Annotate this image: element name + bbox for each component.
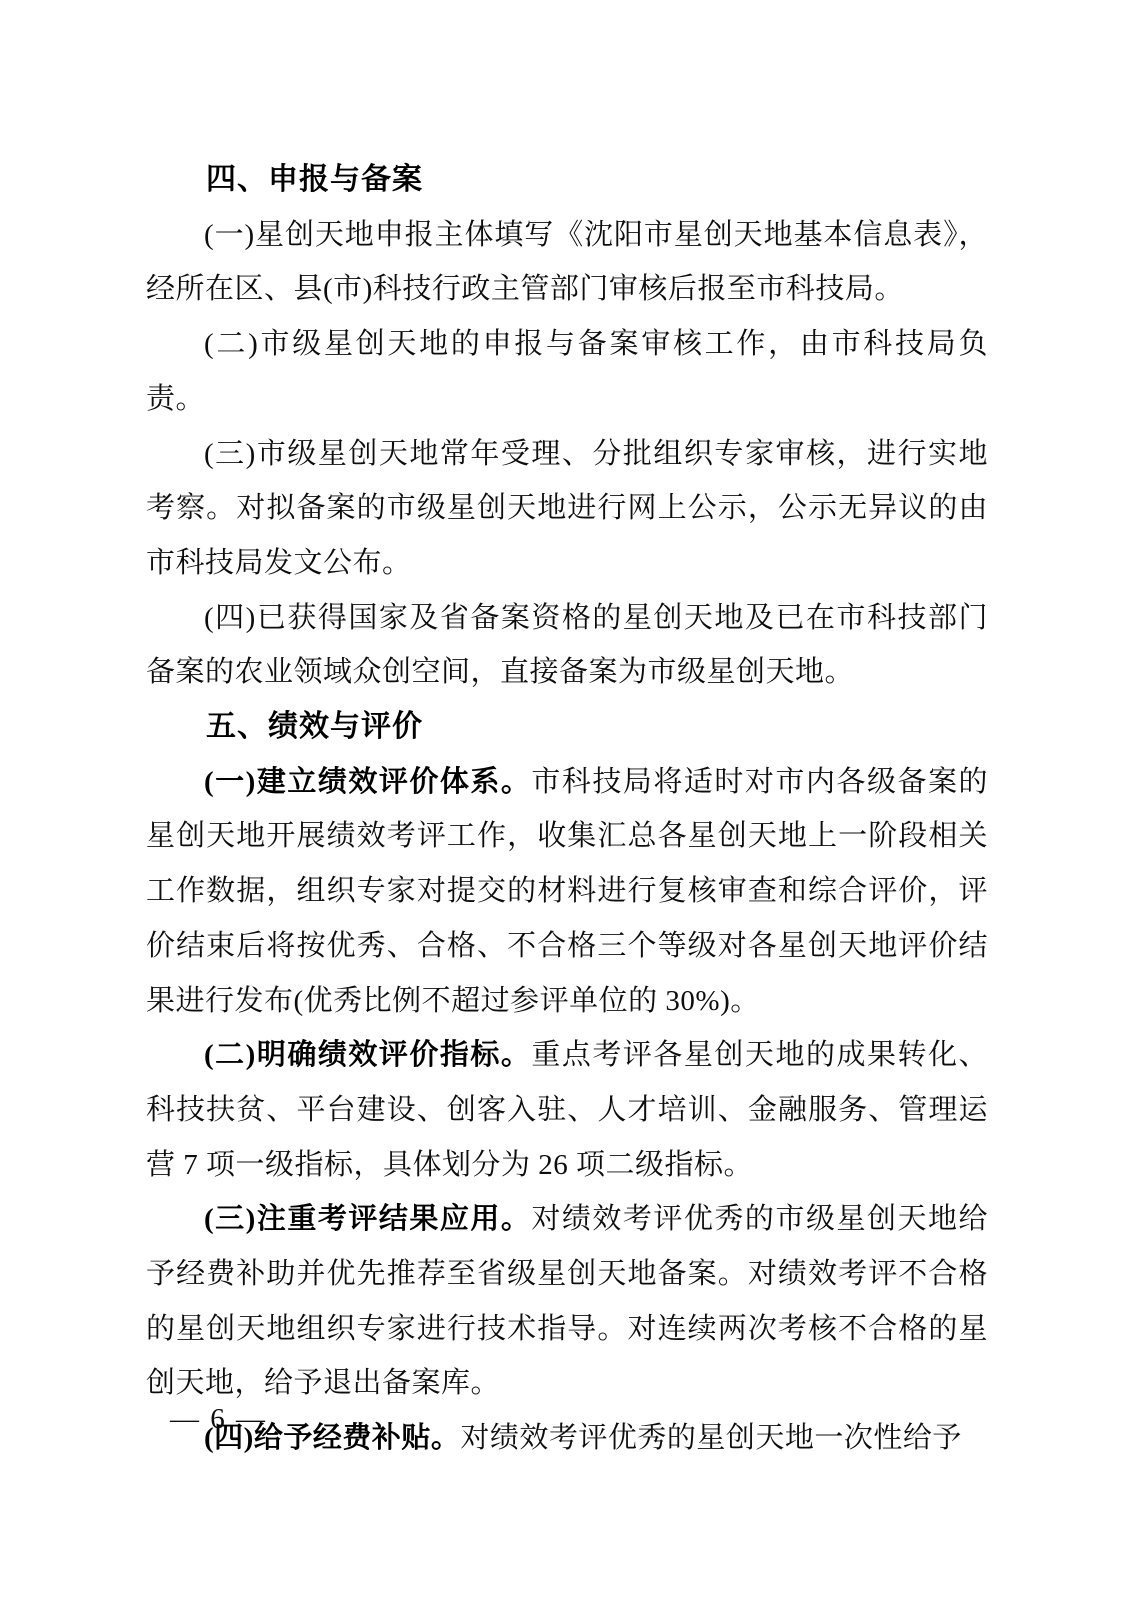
page-footer xyxy=(170,1403,267,1436)
paragraph xyxy=(146,317,988,426)
paragraph-text: 对绩效考评优秀的星创天地一次性给予 xyxy=(460,1422,962,1455)
paragraph-lead: (三)注重考评结果应用。 xyxy=(204,1203,532,1236)
paragraph-text: 重点考评各星创天地的成果转化、科技扶贫、平台建设、创客入驻、人才培训、金融服务、管理运营 7 项一级指标，具体划分为 26 项二级指标。 xyxy=(146,1039,988,1181)
paragraph xyxy=(146,1028,988,1192)
paragraph-text: (一)星创天地申报主体填写《沈阳市星创天地基本信息表》，经所在区、县(市)科技行政主管部门审核后报至市科技局。 xyxy=(146,218,988,306)
paragraph-text: 对绩效考评优秀的市级星创天地给予经费补助并优先推荐至省级星创天地备案。对绩效考评不合格的星创天地组织专家进行技术指导。对连续两次考核不合格的星创天地，给予退出备案库。 xyxy=(146,1203,988,1400)
paragraph xyxy=(146,427,988,591)
section-heading-application-filing: 四、申报与备案 xyxy=(206,163,423,196)
paragraph-text: 市科技局将适时对市内各级备案的星创天地开展绩效考评工作，收集汇总各星创天地上一阶段相关工作数据，组织专家对提交的材料进行复核审查和综合评价，评价结束后将按优秀、合格、不合格三个等级对各星创天地评价结果进行发布(优秀比例不超过参评单位的 30%)。 xyxy=(146,765,988,1017)
paragraph-lead: (一)建立绩效评价体系。 xyxy=(204,765,532,798)
paragraph xyxy=(146,208,988,317)
paragraph xyxy=(146,755,988,1029)
section-heading-performance-evaluation: 五、绩效与评价 xyxy=(206,710,423,744)
paragraph-lead: (四)给予经费补贴。 xyxy=(204,1422,461,1455)
paragraph-text: (二)市级星创天地的申报与备案审核工作，由市科技局负责。 xyxy=(146,328,988,415)
paragraph xyxy=(146,591,988,700)
paragraph-lead: (二)明确绩效评价指标。 xyxy=(204,1039,532,1072)
document-body xyxy=(146,153,988,1466)
paragraph-text: (四)已获得国家及省备案资格的星创天地及已在市科技部门备案的农业领域众创空间，直接备案为市级星创天地。 xyxy=(146,601,988,689)
page-number: — 6 — xyxy=(170,1403,267,1435)
paragraph xyxy=(146,1192,988,1411)
paragraph-text: (三)市级星创天地常年受理、分批组织专家审核，进行实地考察。对拟备案的市级星创天地进行网上公示，公示无异议的由市科技局发文公布。 xyxy=(146,437,988,579)
paragraph xyxy=(146,1411,988,1466)
